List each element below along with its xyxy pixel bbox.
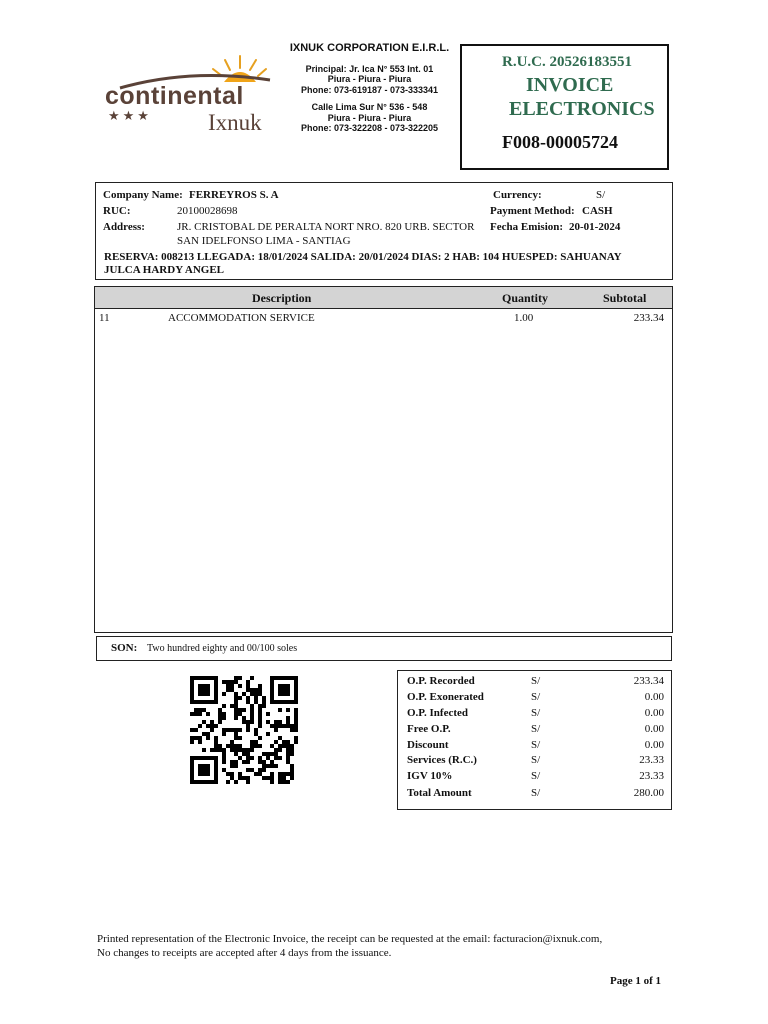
reservation-line2: JULCA HARDY ANGEL [104, 264, 224, 276]
total-value-recorded: 233.34 [633, 675, 664, 687]
address-label: Address: [103, 221, 145, 233]
column-header-subtotal: Subtotal [603, 291, 647, 305]
total-currency-recorded: S/ [531, 675, 541, 687]
total-value-services: 23.33 [639, 754, 664, 766]
total-value-discount: 0.00 [644, 739, 664, 751]
qr-code [190, 676, 302, 784]
total-value-total-amount: 280.00 [633, 787, 664, 799]
total-label-infected: O.P. Infected [407, 707, 469, 719]
address-line2: SAN IDELFONSO LIMA - SANTIAG [177, 235, 351, 247]
logo-subtitle: Ixnuk [208, 110, 262, 135]
footer-line2: No changes to receipts are accepted after 4 days from the issuance. [97, 947, 392, 959]
total-label-recorded: O.P. Recorded [407, 675, 475, 687]
total-currency-infected: S/ [531, 707, 541, 719]
total-currency-services: S/ [531, 754, 541, 766]
company-name-label: Company Name: [103, 189, 183, 201]
total-currency-free-op: S/ [531, 723, 541, 735]
total-label-services: Services (R.C.) [407, 754, 477, 766]
item-description: ACCOMMODATION SERVICE [168, 312, 315, 324]
logo-wordmark: continental [105, 82, 244, 110]
total-currency-exonerated: S/ [531, 691, 541, 703]
payment-method-value: CASH [582, 205, 613, 217]
total-currency-total-amount: S/ [531, 787, 541, 799]
items-table [94, 286, 673, 633]
ruc-value: 20100028698 [177, 205, 238, 217]
total-value-infected: 0.00 [644, 707, 664, 719]
total-label-total-amount: Total Amount [407, 787, 472, 799]
company-info [282, 43, 457, 134]
payment-method-label: Payment Method: [490, 205, 575, 217]
column-header-quantity: Quantity [502, 291, 549, 305]
ruc-number: R.U.C. 20526183551 [502, 54, 632, 70]
total-value-igv: 23.33 [639, 770, 664, 782]
company-phone2: Phone: 073-322208 - 073-322205 [300, 123, 439, 133]
company-address1-line2: Piura - Piura - Piura [327, 74, 412, 84]
ruc-label: RUC: [103, 205, 131, 217]
footer-line1: Printed representation of the Electronic Invoice, the receipt can be requested at the email: facturacion@ixnuk.com, [97, 933, 603, 945]
logo-stars: ★★★ [108, 108, 152, 123]
item-code: 11 [99, 312, 110, 324]
total-value-exonerated: 0.00 [644, 691, 664, 703]
page-number: Page 1 of 1 [609, 975, 661, 987]
item-subtotal: 233.34 [633, 312, 664, 324]
amount-in-words-label: SON: [111, 642, 138, 654]
items-table-header [95, 287, 672, 309]
currency-label: Currency: [493, 189, 542, 201]
total-label-exonerated: O.P. Exonerated [407, 691, 484, 703]
invoice-serial: F008-00005724 [502, 132, 618, 152]
invoice-title-line2: ELECTRONICS [509, 98, 655, 120]
item-quantity: 1.00 [514, 312, 534, 324]
company-name-value: FERREYROS S. A [189, 189, 279, 201]
column-header-description: Description [252, 291, 312, 305]
footer-note [97, 932, 602, 960]
issue-date-value: 20-01-2024 [569, 221, 621, 233]
total-currency-igv: S/ [531, 770, 541, 782]
total-currency-discount: S/ [531, 739, 541, 751]
invoice-title-line1: INVOICE [526, 74, 614, 96]
company-address1-line1: Principal: Jr. Ica N° 553 Int. 01 [305, 63, 434, 74]
total-label-igv: IGV 10% [407, 770, 453, 782]
total-label-free-op: Free O.P. [407, 723, 451, 735]
total-value-free-op: 0.00 [644, 723, 664, 735]
amount-in-words-text: Two hundred eighty and 00/100 soles [147, 643, 298, 654]
reservation-line1: RESERVA: 008213 LLEGADA: 18/01/2024 SALIDA: 20/01/2024 DIAS: 2 HAB: 104 HUESPED: SAHUANAY [104, 251, 622, 263]
address-line1: JR. CRISTOBAL DE PERALTA NORT NRO. 820 URB. SECTOR [177, 221, 475, 233]
issue-date-label: Fecha Emision: [490, 221, 564, 233]
company-address2-line1: Calle Lima Sur N° 536 - 548 [311, 102, 428, 112]
company-address2-line2: Piura - Piura - Piura [327, 112, 412, 123]
currency-value: S/ [596, 189, 606, 201]
company-phone1: Phone: 073-619187 - 073-333341 [300, 84, 439, 95]
company-name: IXNUK CORPORATION E.I.R.L. [289, 42, 450, 54]
total-label-discount: Discount [407, 739, 449, 751]
